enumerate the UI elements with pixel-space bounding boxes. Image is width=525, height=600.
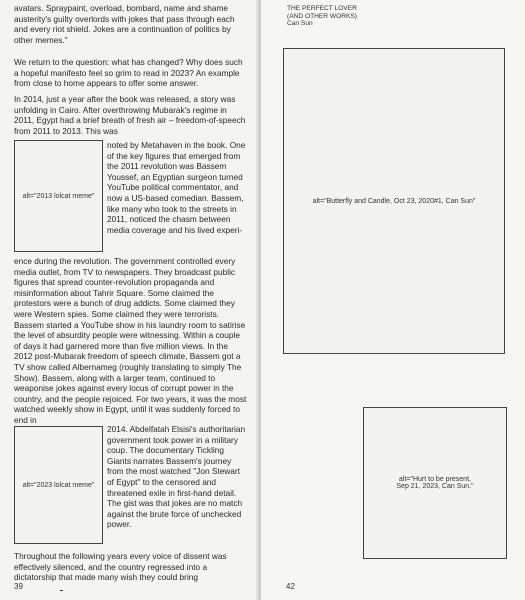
page-number: 42 [286,582,295,591]
image-alt-text: alt="2013 lolcat meme" [22,192,95,200]
paragraph-2: We return to the question: what has changed? Why does such a hopeful manifesto feel so grim to read in 2023? An example from close to home appears to offer some answer. [14,57,243,89]
paragraph-6: 2014. Abdelfatah Elsisi's authoritarian government took power in a military coup. The documentary Tickling Giants narrates Bassem's journey from the most watched "Jon Stewart of Egypt" to the censored and threatened exile in first-hand detail. The gist was that jokes are no match against the brute force of unchecked power. [107,424,246,530]
paragraph-3: In 2014, just a year after the book was released, a story was unfolding in Cairo. After overthrowing Mubarak's regime in 2011, Egypt had a brief breath of fresh air – freedom-of-speech from 2011 to 2013. This was [14,94,246,136]
image-alt-text [396,476,473,490]
header-author: Can Sun [287,20,313,28]
paragraph-1: avatars. Spraypaint, overload, bombard, name and shame austerity's guilty overlords with jokes that pass through each and every riot shield. Jokes are a continuation of politics by other memes." [14,3,235,45]
paragraph-4: noted by Metahaven in the book. One of the key figures that emerged from the 2011 revolution was Bassem Youssef, an Egyptian surgeon turned YouTube political commentator, and now a US-based comedian. Bassem, like many who took to the streets in 2011, noticed the chasm between media coverage and his lived experi- [107,140,246,235]
image-alt-text: alt="2023 lolcat meme" [22,481,95,489]
image-placeholder-2023-lolcat-meme [14,426,103,544]
page-number: 39 [14,582,23,591]
header-subtitle: (AND OTHER WORKS) [287,12,357,20]
header-title: THE PERFECT LOVER [287,5,357,12]
running-header [287,5,357,28]
image-alt-line-1: alt="Hurt to be present, [399,476,471,483]
divider [60,590,63,591]
image-placeholder-hurt-to-be-present [363,407,507,559]
image-alt-line-2: Sep 21, 2023, Can Sun." [396,483,474,490]
paragraph-5: ence during the revolution. The government controlled every media outlet, from TV to newspapers. They broadcast public figures that spread counter-revolution propaganda and misinformation about Tahrir Square. Some claimed the protestors were a bunch of drug addicts. Some claimed they were Western spies. Some claimed they were terrorists. Bassem started a YouTube show in his laundry room to satirise the level of absurdity people were witnessing. Within a couple of days it had garnered more than five million views. In the 2012 post-Mubarak freedom of speech climate, Bassem got a TV show called Albernameg (roughly translating to simply The Show). Bassem, along with a larger team, continued to weaponise jokes against every locus of corrupt power in the country, and the people rejoiced. For two years, it was the most watched weekly show in Egypt, until it was suddenly forced to end in [14,256,247,425]
image-placeholder-2013-lolcat-meme [14,140,103,252]
image-placeholder-butterfly-and-candle [283,48,505,354]
left-page [0,0,259,600]
image-alt-text: alt="Butterfly and Candle, Oct 23, 2020#1, Can Sun" [312,197,476,205]
paragraph-7: Throughout the following years every voice of dissent was effectively silenced, and the country regressed into a dictatorship that made many wish they could bring [14,551,227,583]
